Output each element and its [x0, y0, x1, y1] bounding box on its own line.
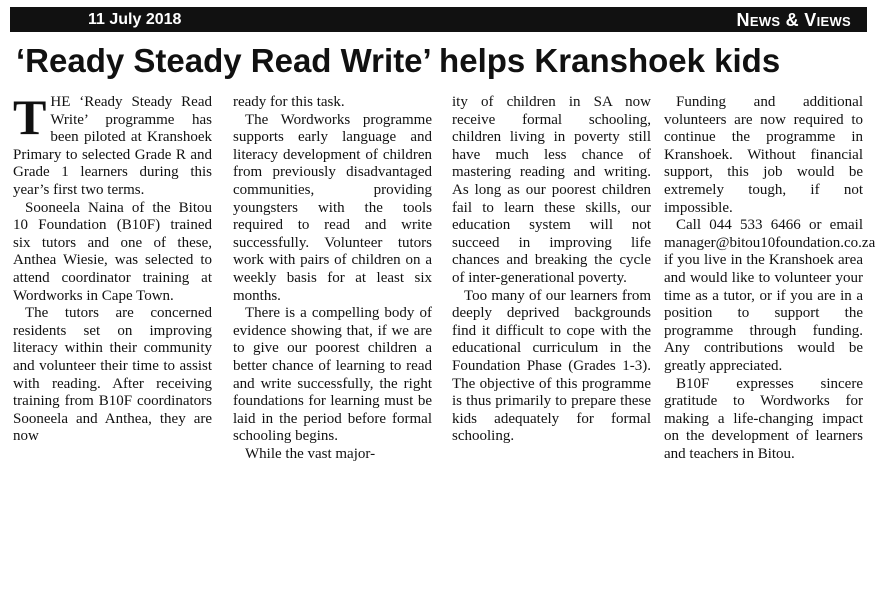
- paragraph: While the vast major-: [245, 445, 376, 462]
- paragraph: The Wordworks programme supports early language and literacy development of children from previously disadvantaged communities, providing youngsters with the tools required to read and write successfully. Volunteer tutors work with pairs of children on a weekly basis for at least six months.: [233, 111, 432, 304]
- article-headline: ‘Ready Steady Read Write’ helps Kranshoek kids: [16, 42, 781, 79]
- paragraph: Call 044 533 6466 or email manager@bitou10foundation.co.za if you live in the Kranshoek area and would like to volunteer your time as a tutor, or if you are in a position to support the programme through funding. Any contributions would be greatly appreciated.: [664, 217, 876, 374]
- paragraph: Funding and additional volunteers are now required to continue the programme in Kranshoek. Without financial support, this job would be extremely tough, if not impossible.: [664, 94, 863, 216]
- paragraph: There is a compelling body of evidence showing that, if we are to give our poorest children a better chance of learning to read and write successfully, the right foundations for learning must be laid in the period before formal schooling begins.: [233, 305, 432, 445]
- section-title: News & Views: [736, 10, 851, 30]
- paragraph: The tutors are concerned residents set on improving literacy within their community and volunteer their time to assist with reading. After receiving training from B10F coordinators Sooneela and Anthea, they are now: [13, 305, 212, 445]
- article-column-2: [233, 94, 432, 463]
- article-column-1: [13, 89, 212, 446]
- drop-cap: T: [13, 89, 47, 145]
- paragraph: ity of children in SA now receive formal schooling, children living in poverty still have much less chance of mastering reading and writing. As long as our poorest children fail to learn these skills, our education system will not succeed in improving life chances and breaking the cycle of inter-generational poverty.: [452, 94, 651, 286]
- paragraph-text: HE ‘Ready Steady Read Write’ programme has been piloted at Kranshoek Primary to selected Grade R and Grade 1 learners during this year’s first two terms.: [13, 94, 212, 198]
- paragraph: Too many of our learners from deeply deprived backgrounds find it difficult to cope with the educational curriculum in the Foundation Phase (Grades 1-3). The objective of this programme is thus primarily to prepare these kids adequately for formal schooling.: [452, 287, 651, 445]
- article-column-4: [664, 94, 876, 463]
- paragraph: [13, 89, 212, 200]
- paragraph: B10F expresses sincere gratitude to Wordworks for making a life-changing impact on the development of learners and teachers in Bitou.: [664, 375, 863, 462]
- newspaper-header-bar: [10, 7, 867, 32]
- paragraph: Sooneela Naina of the Bitou 10 Foundation (B10F) trained six tutors and one of these, Anthea Wiesie, was selected to attend coordinator training at Wordworks in Cape Town.: [13, 199, 212, 304]
- issue-date: 11 July 2018: [88, 11, 182, 28]
- article-column-3: [452, 94, 651, 446]
- paragraph: ready for this task.: [233, 94, 345, 110]
